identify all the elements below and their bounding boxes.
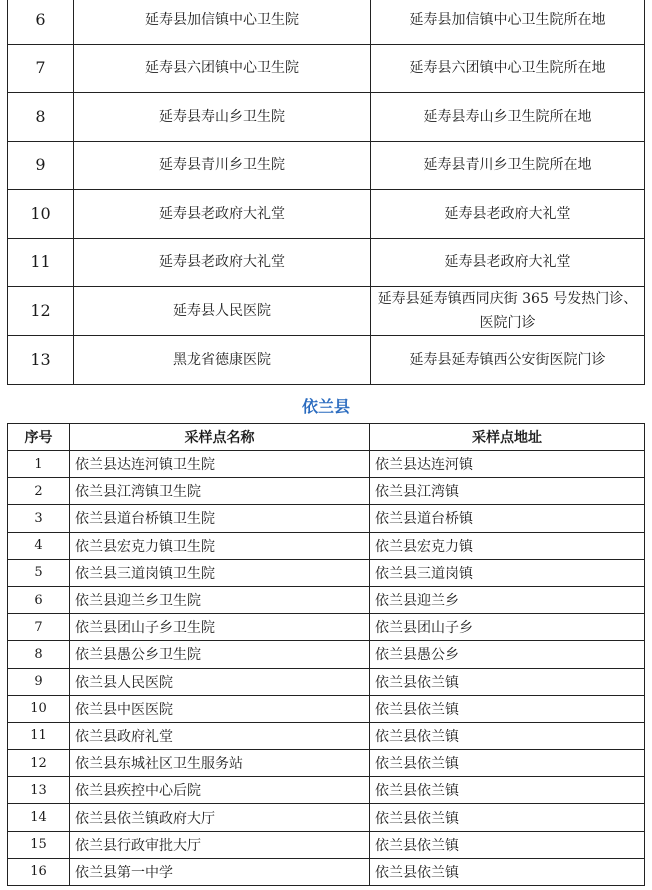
site-name-cell: 依兰县疾控中心后院 — [70, 777, 370, 804]
site-name-cell: 延寿县六团镇中心卫生院 — [74, 44, 371, 93]
site-address-cell: 延寿县寿山乡卫生院所在地 — [371, 93, 645, 142]
table-row — [8, 478, 645, 505]
site-address-cell: 延寿县老政府大礼堂 — [371, 238, 645, 287]
site-address-cell: 延寿县青川乡卫生院所在地 — [371, 141, 645, 190]
yanshou-table-body — [8, 0, 645, 384]
site-address-cell: 延寿县老政府大礼堂 — [371, 190, 645, 239]
serial-number-cell: 12 — [8, 287, 74, 336]
table-row — [8, 586, 645, 613]
serial-number-cell: 6 — [8, 586, 70, 613]
site-address-cell: 依兰县依兰镇 — [370, 831, 645, 858]
table-row — [8, 336, 645, 385]
table-row — [8, 804, 645, 831]
site-address-cell: 延寿县加信镇中心卫生院所在地 — [371, 0, 645, 44]
table-row — [8, 287, 645, 336]
section-title: 依兰县 — [301, 397, 350, 416]
site-address-cell: 依兰县三道岗镇 — [370, 559, 645, 586]
site-name-cell: 依兰县宏克力镇卫生院 — [70, 532, 370, 559]
site-address-cell: 依兰县依兰镇 — [370, 804, 645, 831]
site-name-cell: 依兰县第一中学 — [70, 858, 370, 885]
site-name-cell: 延寿县青川乡卫生院 — [74, 141, 371, 190]
serial-number-cell: 2 — [8, 478, 70, 505]
site-name-cell: 依兰县东城社区卫生服务站 — [70, 750, 370, 777]
site-address-cell: 依兰县迎兰乡 — [370, 586, 645, 613]
table-row — [8, 505, 645, 532]
site-address-cell: 依兰县依兰镇 — [370, 668, 645, 695]
table-row — [8, 668, 645, 695]
header-serial-number: 序号 — [8, 424, 70, 451]
table-row — [8, 238, 645, 287]
table-row — [8, 532, 645, 559]
site-address-cell: 依兰县道台桥镇 — [370, 505, 645, 532]
site-address-cell: 依兰县团山子乡 — [370, 614, 645, 641]
table-header-row — [8, 424, 645, 451]
table-row — [8, 722, 645, 749]
site-address-cell: 依兰县达连河镇 — [370, 451, 645, 478]
serial-number-cell: 13 — [8, 336, 74, 385]
site-address-cell: 依兰县江湾镇 — [370, 478, 645, 505]
serial-number-cell: 14 — [8, 804, 70, 831]
site-name-cell: 依兰县行政审批大厅 — [70, 831, 370, 858]
site-name-cell: 依兰县依兰镇政府大厅 — [70, 804, 370, 831]
table-row — [8, 750, 645, 777]
site-name-cell: 依兰县迎兰乡卫生院 — [70, 586, 370, 613]
serial-number-cell: 8 — [8, 641, 70, 668]
site-address-cell: 依兰县依兰镇 — [370, 777, 645, 804]
site-name-cell: 依兰县愚公乡卫生院 — [70, 641, 370, 668]
table-row — [8, 559, 645, 586]
table-row — [8, 451, 645, 478]
yilan-sampling-table — [7, 423, 645, 886]
site-name-cell: 依兰县人民医院 — [70, 668, 370, 695]
table-row — [8, 141, 645, 190]
serial-number-cell: 15 — [8, 831, 70, 858]
serial-number-cell: 11 — [8, 722, 70, 749]
table-row — [8, 0, 645, 44]
serial-number-cell: 5 — [8, 559, 70, 586]
site-name-cell: 延寿县老政府大礼堂 — [74, 238, 371, 287]
serial-number-cell: 9 — [8, 668, 70, 695]
site-address-cell: 延寿县六团镇中心卫生院所在地 — [371, 44, 645, 93]
site-name-cell: 依兰县达连河镇卫生院 — [70, 451, 370, 478]
site-address-cell: 依兰县依兰镇 — [370, 858, 645, 885]
serial-number-cell: 4 — [8, 532, 70, 559]
serial-number-cell: 7 — [8, 614, 70, 641]
table-row — [8, 831, 645, 858]
site-address-cell: 依兰县宏克力镇 — [370, 532, 645, 559]
table-row — [8, 777, 645, 804]
serial-number-cell: 13 — [8, 777, 70, 804]
table-row — [8, 858, 645, 885]
site-name-cell: 黑龙省德康医院 — [74, 336, 371, 385]
serial-number-cell: 9 — [8, 141, 74, 190]
serial-number-cell: 12 — [8, 750, 70, 777]
serial-number-cell: 11 — [8, 238, 74, 287]
site-name-cell: 依兰县三道岗镇卫生院 — [70, 559, 370, 586]
serial-number-cell: 1 — [8, 451, 70, 478]
header-site-name: 采样点名称 — [70, 424, 370, 451]
serial-number-cell: 6 — [8, 0, 74, 44]
site-address-cell: 依兰县依兰镇 — [370, 750, 645, 777]
serial-number-cell: 10 — [8, 695, 70, 722]
site-address-cell: 依兰县依兰镇 — [370, 722, 645, 749]
yilan-table-body — [8, 451, 645, 886]
site-address-cell: 延寿县延寿镇西同庆街 365 号发热门诊、医院门诊 — [371, 287, 645, 336]
site-address-cell: 依兰县愚公乡 — [370, 641, 645, 668]
table-row — [8, 93, 645, 142]
site-name-cell: 延寿县老政府大礼堂 — [74, 190, 371, 239]
site-name-cell: 依兰县中医医院 — [70, 695, 370, 722]
serial-number-cell: 3 — [8, 505, 70, 532]
site-name-cell: 依兰县团山子乡卫生院 — [70, 614, 370, 641]
table-row — [8, 44, 645, 93]
site-name-cell: 依兰县江湾镇卫生院 — [70, 478, 370, 505]
site-address-cell: 依兰县依兰镇 — [370, 695, 645, 722]
table-row — [8, 190, 645, 239]
site-name-cell: 依兰县道台桥镇卫生院 — [70, 505, 370, 532]
header-site-address: 采样点地址 — [370, 424, 645, 451]
serial-number-cell: 10 — [8, 190, 74, 239]
site-address-cell: 延寿县延寿镇西公安街医院门诊 — [371, 336, 645, 385]
site-name-cell: 延寿县人民医院 — [74, 287, 371, 336]
serial-number-cell: 7 — [8, 44, 74, 93]
serial-number-cell: 16 — [8, 858, 70, 885]
table-row — [8, 614, 645, 641]
site-name-cell: 延寿县加信镇中心卫生院 — [74, 0, 371, 44]
yanshou-sampling-table — [7, 0, 645, 385]
table-row — [8, 695, 645, 722]
site-name-cell: 依兰县政府礼堂 — [70, 722, 370, 749]
site-name-cell: 延寿县寿山乡卫生院 — [74, 93, 371, 142]
table-row — [8, 641, 645, 668]
serial-number-cell: 8 — [8, 93, 74, 142]
